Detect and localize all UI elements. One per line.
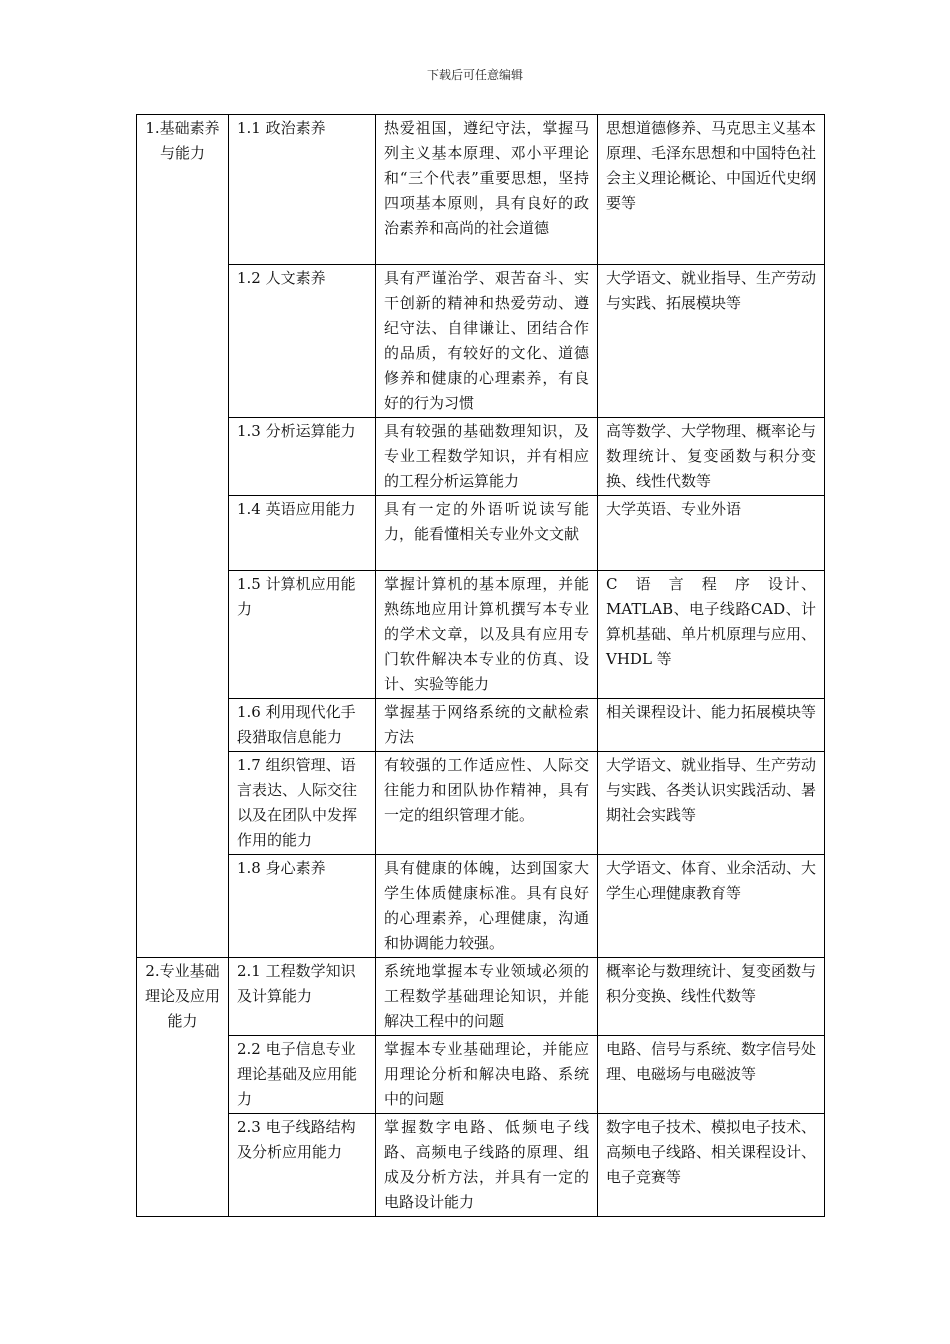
requirement-cell: 掌握计算机的基本原理，并能熟练地应用计算机撰写本专业的学术文章，以及具有应用专门软件解决本专业的仿真、设计、实验等能力 xyxy=(376,571,598,699)
requirement-cell: 有较强的工作适应性、人际交往能力和团队协作精神，具有一定的组织管理才能。 xyxy=(376,752,598,855)
course-cell: 相关课程设计、能力拓展模块等 xyxy=(598,699,825,752)
requirement-cell: 具有一定的外语听说读写能力，能看懂相关专业外文文献 xyxy=(376,496,598,571)
table-row xyxy=(137,855,825,958)
table-row xyxy=(137,1036,825,1114)
table-row xyxy=(137,265,825,418)
sub-ability-cell: 1.7 组织管理、语言表达、人际交往以及在团队中发挥作用的能力 xyxy=(229,752,376,855)
course-cell: 数字电子技术、模拟电子技术、高频电子线路、相关课程设计、电子竞赛等 xyxy=(598,1114,825,1217)
course-cell: 大学语文、就业指导、生产劳动与实践、各类认识实践活动、暑期社会实践等 xyxy=(598,752,825,855)
sub-ability-cell: 1.6 利用现代化手段猎取信息能力 xyxy=(229,699,376,752)
table-row xyxy=(137,752,825,855)
sub-ability-cell: 2.3 电子线路结构及分析应用能力 xyxy=(229,1114,376,1217)
ability-course-table xyxy=(136,114,825,1217)
requirement-cell: 热爱祖国，遵纪守法，掌握马列主义基本原理、邓小平理论和“三个代表”重要思想，坚持四项基本原则，具有良好的政治素养和高尚的社会道德 xyxy=(376,115,598,265)
category-cell: 1.基础素养与能力 xyxy=(137,115,229,958)
course-cell: C 语 言 程 序 设计、MATLAB、电子线路CAD、计算机基础、单片机原理与应用、VHDL 等 xyxy=(598,571,825,699)
table-row xyxy=(137,571,825,699)
table-row xyxy=(137,958,825,1036)
table-row xyxy=(137,699,825,752)
requirement-cell: 具有健康的体魄，达到国家大学生体质健康标准。具有良好的心理素养，心理健康，沟通和协调能力较强。 xyxy=(376,855,598,958)
category-cell: 2.专业基础理论及应用能力 xyxy=(137,958,229,1217)
sub-ability-cell: 1.5 计算机应用能力 xyxy=(229,571,376,699)
table-row xyxy=(137,418,825,496)
table-row xyxy=(137,1114,825,1217)
requirement-cell: 具有较强的基础数理知识，及专业工程数学知识，并有相应的工程分析运算能力 xyxy=(376,418,598,496)
requirement-cell: 掌握本专业基础理论，并能应用理论分析和解决电路、系统中的问题 xyxy=(376,1036,598,1114)
course-cell: 电路、信号与系统、数字信号处理、电磁场与电磁波等 xyxy=(598,1036,825,1114)
sub-ability-cell: 1.4 英语应用能力 xyxy=(229,496,376,571)
sub-ability-cell: 1.1 政治素养 xyxy=(229,115,376,265)
sub-ability-cell: 2.1 工程数学知识及计算能力 xyxy=(229,958,376,1036)
requirement-cell: 掌握数字电路、低频电子线路、高频电子线路的原理、组成及分析方法，并具有一定的电路设计能力 xyxy=(376,1114,598,1217)
course-cell: 思想道德修养、马克思主义基本原理、毛泽东思想和中国特色社会主义理论概论、中国近代史纲要等 xyxy=(598,115,825,265)
course-cell: 大学语文、体育、业余活动、大学生心理健康教育等 xyxy=(598,855,825,958)
course-cell: 大学英语、专业外语 xyxy=(598,496,825,571)
requirement-cell: 掌握基于网络系统的文献检索方法 xyxy=(376,699,598,752)
sub-ability-cell: 1.3 分析运算能力 xyxy=(229,418,376,496)
table-row xyxy=(137,115,825,265)
course-cell: 高等数学、大学物理、概率论与数理统计、复变函数与积分变换、线性代数等 xyxy=(598,418,825,496)
requirement-cell: 具有严谨治学、艰苦奋斗、实干创新的精神和热爱劳动、遵纪守法、自律谦让、团结合作的品质，有较好的文化、道德修养和健康的心理素养，有良好的行为习惯 xyxy=(376,265,598,418)
sub-ability-cell: 1.8 身心素养 xyxy=(229,855,376,958)
course-cell: 大学语文、就业指导、生产劳动与实践、拓展模块等 xyxy=(598,265,825,418)
page-header: 下载后可任意编辑 xyxy=(426,68,523,82)
sub-ability-cell: 1.2 人文素养 xyxy=(229,265,376,418)
course-cell: 概率论与数理统计、复变函数与积分变换、线性代数等 xyxy=(598,958,825,1036)
requirement-cell: 系统地掌握本专业领域必须的工程数学基础理论知识，并能解决工程中的问题 xyxy=(376,958,598,1036)
sub-ability-cell: 2.2 电子信息专业理论基础及应用能力 xyxy=(229,1036,376,1114)
table-row xyxy=(137,496,825,571)
